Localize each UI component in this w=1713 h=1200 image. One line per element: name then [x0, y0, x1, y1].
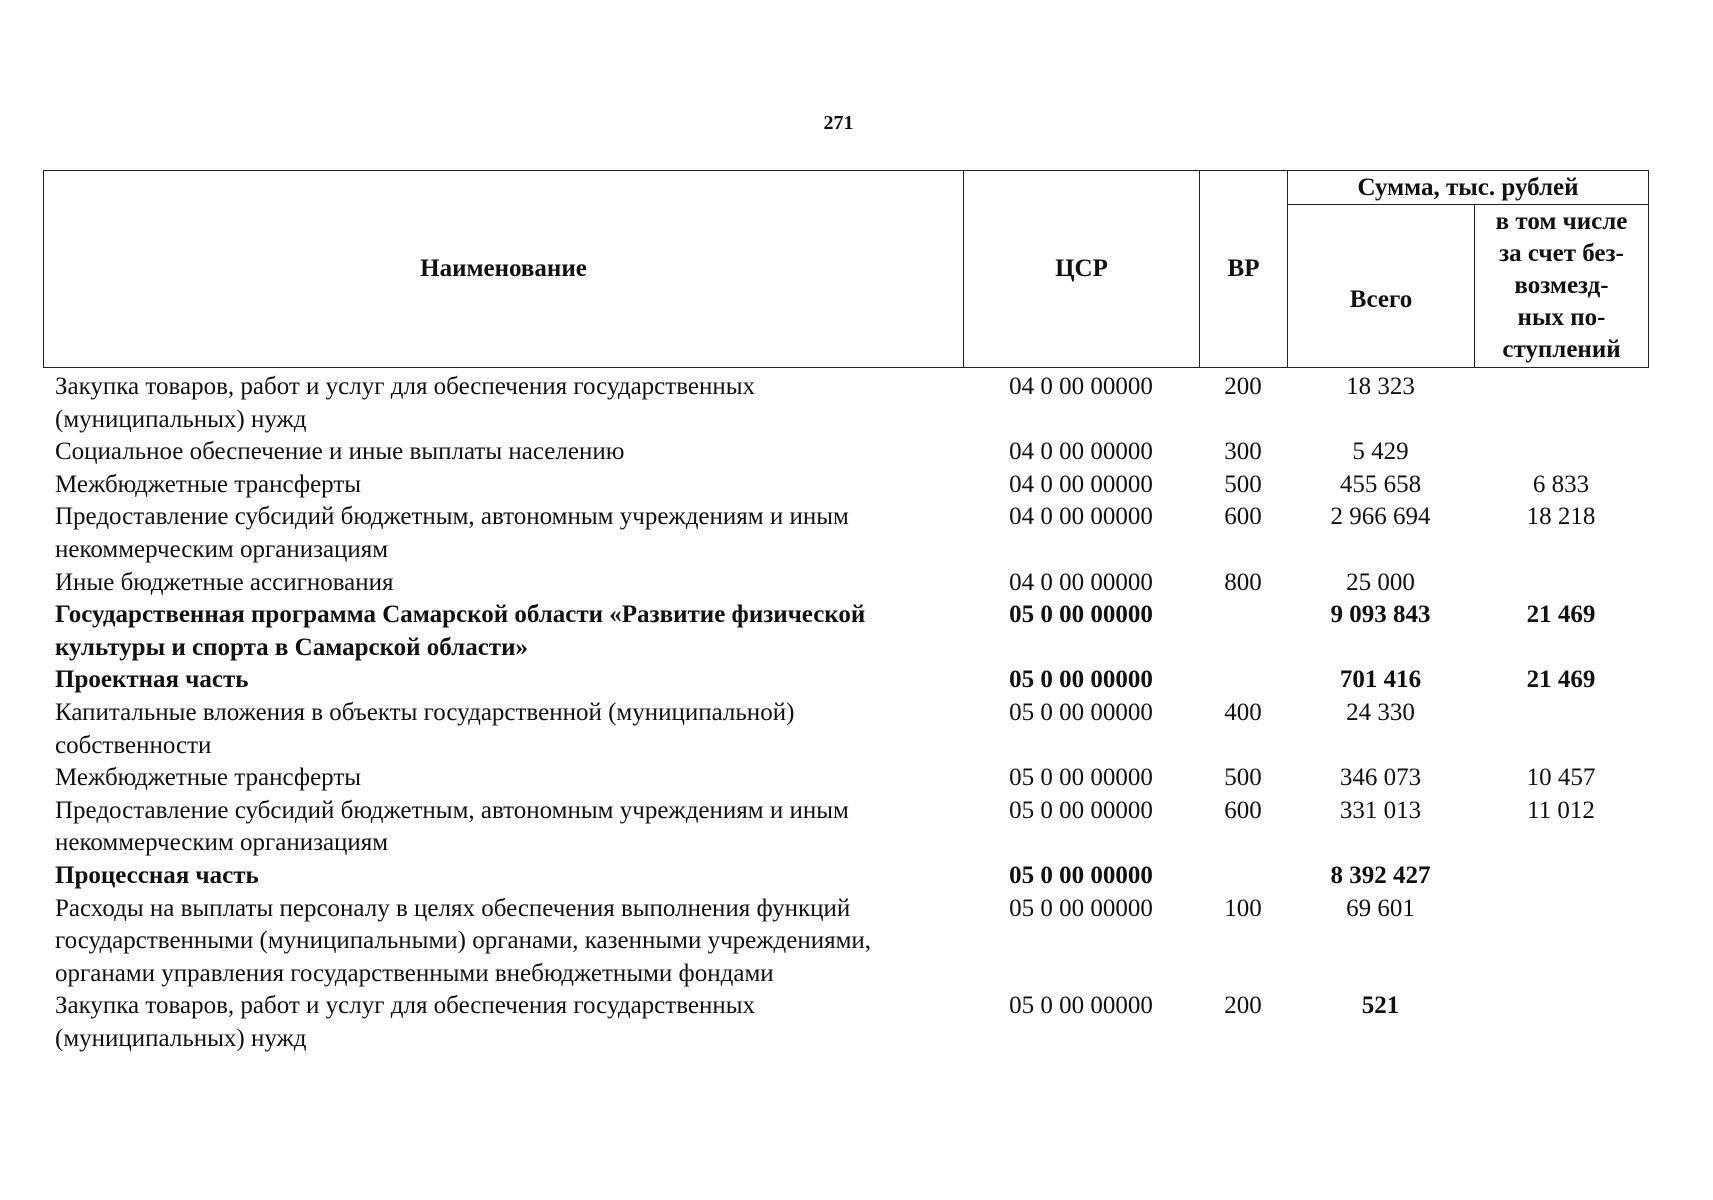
table-row: [43, 893, 1648, 991]
cell-name: Предоставление субсидий бюджетным, автономным учреждениям и иным некоммерческим организациям: [55, 796, 849, 857]
table-row: [43, 371, 1648, 436]
table-row: [43, 501, 1648, 566]
cell-csr: 04 0 00 00000: [1009, 373, 1153, 400]
table-row: [43, 795, 1648, 860]
cell-csr: 05 0 00 00000: [1009, 601, 1153, 629]
cell-name: Межбюджетные трансферты: [55, 764, 362, 792]
cell-csr: 04 0 00 00000: [1009, 503, 1153, 531]
cell-incl: [1474, 990, 1648, 1055]
table-row: [43, 469, 1648, 502]
header-name: Наименование: [44, 171, 964, 368]
cell-total: 521: [1361, 992, 1400, 1020]
cell-total: 346 073: [1339, 764, 1422, 792]
header-sum: Сумма, тыс. рублей: [1288, 171, 1649, 205]
cell-vr: 200: [1224, 373, 1262, 400]
cell-incl: [1474, 860, 1648, 893]
table-row: [43, 860, 1648, 893]
cell-csr: 05 0 00 00000: [1009, 666, 1153, 694]
cell-vr: [1199, 664, 1287, 697]
cell-csr: 05 0 00 00000: [1009, 698, 1153, 726]
table-row: [43, 697, 1648, 762]
cell-total: 331 013: [1339, 796, 1422, 824]
cell-total: 701 416: [1339, 666, 1422, 694]
cell-csr: 05 0 00 00000: [1009, 992, 1153, 1020]
cell-name: Предоставление субсидий бюджетным, автономным учреждениям и иным некоммерческим организациям: [55, 503, 849, 563]
cell-total: 5 429: [1352, 438, 1409, 466]
table-row: [43, 436, 1648, 469]
cell-total: 8 392 427: [1330, 861, 1431, 889]
cell-total: 24 330: [1346, 698, 1415, 726]
cell-vr: [1199, 860, 1287, 893]
cell-vr: 100: [1224, 894, 1262, 922]
cell-vr: 200: [1224, 992, 1262, 1020]
header-incl-line: ступлений: [1502, 336, 1621, 363]
cell-name: Расходы на выплаты персоналу в целях обеспечения выполнения функций государственными (муниципальными) органами, казенными учреждениями, органами управления государственными внебюджетными фондами: [55, 894, 872, 987]
cell-csr: 05 0 00 00000: [1009, 861, 1153, 889]
cell-incl: 10 457: [1526, 764, 1596, 792]
cell-total: 455 658: [1339, 470, 1422, 498]
cell-total: 25 000: [1346, 568, 1415, 596]
table-row: [43, 762, 1648, 795]
cell-vr: 300: [1224, 438, 1262, 466]
cell-incl: [1474, 893, 1648, 991]
header-csr: ЦСР: [964, 171, 1200, 368]
cell-name: Государственная программа Самарской области «Развитие физической культуры и спорта в Самарской области»: [55, 601, 866, 661]
cell-incl: [1474, 436, 1648, 469]
cell-vr: 500: [1224, 470, 1262, 498]
cell-incl: [1474, 697, 1648, 762]
cell-name: Процессная часть: [55, 861, 259, 889]
cell-csr: 04 0 00 00000: [1009, 438, 1153, 466]
cell-name: Межбюджетные трансферты: [55, 470, 362, 498]
cell-name: Капитальные вложения в объекты государственной (муниципальной) собственности: [55, 698, 795, 759]
cell-csr: 04 0 00 00000: [1009, 568, 1153, 596]
cell-incl: 11 012: [1527, 796, 1595, 824]
header-total: Всего: [1288, 205, 1475, 368]
header-vr: ВР: [1200, 171, 1288, 368]
cell-name: Закупка товаров, работ и услуг для обеспечения государственных (муниципальных) нужд: [55, 373, 756, 433]
table-header: [43, 170, 1649, 368]
cell-name: Иные бюджетные ассигнования: [55, 568, 394, 596]
cell-total: 9 093 843: [1330, 601, 1431, 629]
cell-vr: 400: [1224, 698, 1262, 726]
table-row: [43, 567, 1648, 600]
cell-total: 18 323: [1346, 373, 1415, 400]
header-incl-line: за счет без-: [1499, 240, 1624, 267]
page-number: 271: [823, 112, 854, 134]
cell-csr: 05 0 00 00000: [1009, 796, 1153, 824]
header-incl-line: возмезд-: [1514, 272, 1609, 299]
cell-csr: 05 0 00 00000: [1009, 894, 1153, 922]
cell-total: 2 966 694: [1330, 503, 1431, 531]
cell-incl: [1474, 567, 1648, 600]
cell-csr: 05 0 00 00000: [1009, 764, 1153, 792]
cell-name: Проектная часть: [55, 666, 249, 694]
header-incl-line: ных по-: [1517, 304, 1606, 331]
cell-incl: 18 218: [1526, 503, 1596, 531]
header-incl-line: в том числе: [1495, 208, 1628, 235]
cell-vr: 600: [1224, 796, 1262, 824]
cell-incl: 21 469: [1526, 666, 1596, 694]
cell-vr: [1199, 599, 1287, 664]
cell-total: 69 601: [1346, 894, 1415, 922]
cell-vr: 800: [1224, 568, 1262, 596]
cell-csr: 04 0 00 00000: [1009, 470, 1153, 498]
cell-vr: 500: [1224, 764, 1262, 792]
table-row: [43, 664, 1648, 697]
table-row: [43, 990, 1648, 1055]
table-row: [43, 599, 1648, 664]
cell-incl: 6 833: [1532, 470, 1590, 498]
cell-name: Закупка товаров, работ и услуг для обеспечения государственных (муниципальных) нужд: [55, 992, 756, 1052]
cell-incl: 21 469: [1526, 601, 1596, 629]
table-body: [43, 371, 1648, 1055]
cell-incl: [1474, 371, 1648, 436]
cell-vr: 600: [1224, 503, 1262, 531]
cell-name: Социальное обеспечение и иные выплаты населению: [55, 438, 625, 466]
header-incl: [1475, 205, 1649, 368]
